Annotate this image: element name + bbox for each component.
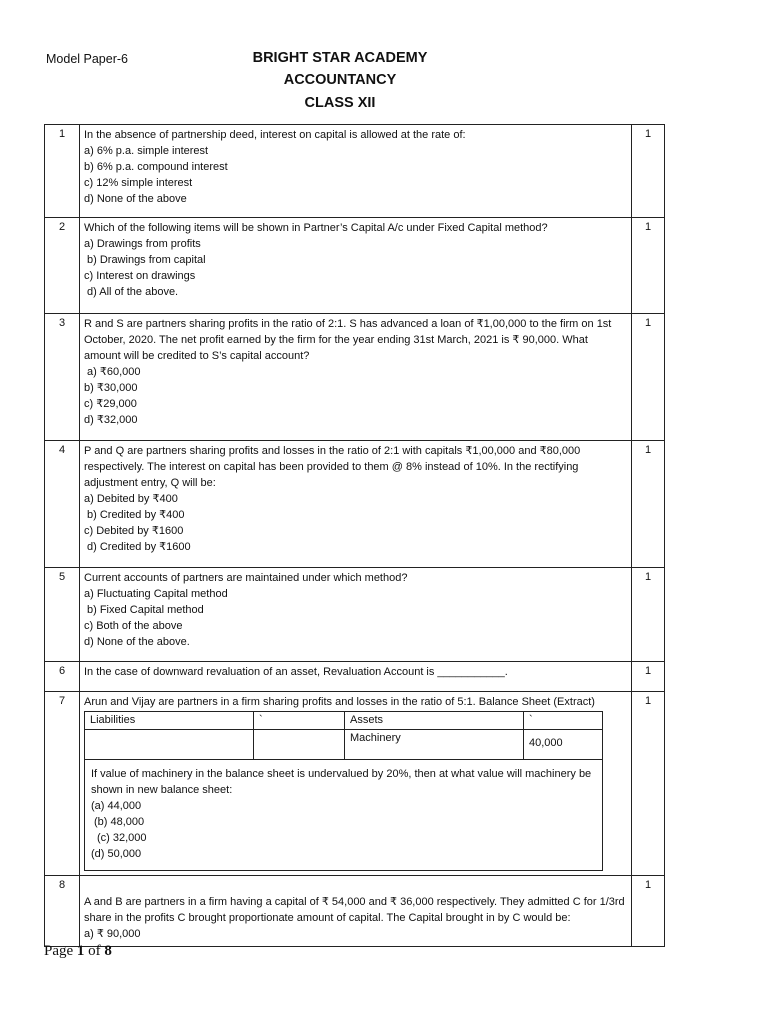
question-number: 1 xyxy=(45,125,80,218)
question-row xyxy=(45,125,665,218)
question-number: 8 xyxy=(45,876,80,947)
option: a) Fluctuating Capital method xyxy=(84,588,228,600)
question-number: 7 xyxy=(45,692,80,876)
sub-question-box xyxy=(84,760,603,871)
question-body xyxy=(80,441,632,568)
sub-question-text: If value of machinery in the balance sheet is undervalued by 20%, then at what value will machinery be shown in new balance sheet: xyxy=(91,768,592,796)
option: d) All of the above. xyxy=(87,286,179,298)
question-marks: 1 xyxy=(632,876,665,947)
option: a) Debited by ₹400 xyxy=(84,493,178,505)
bs-cell-amount xyxy=(254,730,345,760)
option: c) ₹29,000 xyxy=(84,398,137,410)
bs-cell-amount: 40,000 xyxy=(524,730,603,760)
question-row xyxy=(45,876,665,947)
question-text: In the absence of partnership deed, interest on capital is allowed at the rate of: xyxy=(84,129,466,141)
class-title: CLASS XII xyxy=(304,95,376,111)
question-body xyxy=(80,662,632,692)
option: d) Credited by ₹1600 xyxy=(87,541,191,553)
question-marks: 1 xyxy=(632,218,665,314)
question-row xyxy=(45,314,665,441)
option: d) None of the above xyxy=(84,193,187,205)
question-text: A and B are partners in a firm having a capital of ₹ 54,000 and ₹ 36,000 respectively. They admitted C for 1/3rd share in the profits C brought proportionate amount of capital. The Capital brought in by C would be: xyxy=(84,896,625,924)
option: a) ₹ 90,000 xyxy=(84,928,141,940)
page-footer xyxy=(44,943,112,960)
option: a) ₹60,000 xyxy=(87,366,141,378)
question-marks: 1 xyxy=(632,568,665,662)
question-text: R and S are partners sharing profits in the ratio of 2:1. S has advanced a loan of ₹1,00,000 to the firm on 1st October, 2020. The net profit earned by the firm for the year ending 31st March, 2021 is ₹ 90,000. What amount will be credited to S’s capital account? xyxy=(84,318,612,362)
option: d) None of the above. xyxy=(84,636,190,648)
of-word: of xyxy=(84,943,105,959)
question-row xyxy=(45,692,665,876)
question-marks: 1 xyxy=(632,125,665,218)
question-number: 5 xyxy=(45,568,80,662)
bs-header-liabilities: Liabilities xyxy=(85,712,254,730)
subject-title: ACCOUNTANCY xyxy=(283,72,397,88)
question-number: 3 xyxy=(45,314,80,441)
page-number: 1 xyxy=(76,943,85,959)
page-total: 8 xyxy=(104,943,112,959)
question-marks: 1 xyxy=(632,314,665,441)
question-text: Which of the following items will be shown in Partner’s Capital A/c under Fixed Capital method? xyxy=(84,222,548,234)
option: a) 6% p.a. simple interest xyxy=(84,145,209,157)
option: (c) 32,000 xyxy=(97,832,147,844)
question-body xyxy=(80,314,632,441)
option: c) 12% simple interest xyxy=(84,177,193,189)
option: c) Interest on drawings xyxy=(84,270,196,282)
question-text: Arun and Vijay are partners in a firm sharing profits and losses in the ratio of 5:1. Balance Sheet (Extract) xyxy=(84,696,595,708)
question-marks: 1 xyxy=(632,692,665,876)
question-text: Current accounts of partners are maintained under which method? xyxy=(84,572,408,584)
option: b) Fixed Capital method xyxy=(87,604,204,616)
bs-header-amount: ` xyxy=(254,712,345,730)
page-word: Page xyxy=(44,943,77,959)
option: b) Drawings from capital xyxy=(87,254,206,266)
option: (b) 48,000 xyxy=(94,816,145,828)
question-marks: 1 xyxy=(632,662,665,692)
question-row xyxy=(45,218,665,314)
questions-table xyxy=(44,124,665,947)
option: a) Drawings from profits xyxy=(84,238,201,250)
model-paper-label: Model Paper-6 xyxy=(46,52,128,66)
option: c) Debited by ₹1600 xyxy=(84,525,184,537)
question-number: 6 xyxy=(45,662,80,692)
question-text: In the case of downward revaluation of an asset, Revaluation Account is ___________. xyxy=(84,666,508,678)
question-row xyxy=(45,441,665,568)
option: (a) 44,000 xyxy=(91,800,142,812)
bs-header-assets: Assets xyxy=(345,712,524,730)
question-body xyxy=(80,568,632,662)
question-marks: 1 xyxy=(632,441,665,568)
question-body xyxy=(80,218,632,314)
bs-cell-liabilities xyxy=(85,730,254,760)
question-body xyxy=(80,125,632,218)
option: c) Both of the above xyxy=(84,620,183,632)
bs-header-amount: ` xyxy=(524,712,603,730)
question-body xyxy=(80,876,632,947)
question-body xyxy=(80,692,632,876)
school-title: BRIGHT STAR ACADEMY xyxy=(252,50,428,66)
question-row xyxy=(45,662,665,692)
option: b) 6% p.a. compound interest xyxy=(84,161,228,173)
option: (d) 50,000 xyxy=(91,848,142,860)
option: b) ₹30,000 xyxy=(84,382,138,394)
option: d) ₹32,000 xyxy=(84,414,138,426)
bs-cell-assets: Machinery xyxy=(345,730,524,760)
question-number: 2 xyxy=(45,218,80,314)
option: b) Credited by ₹400 xyxy=(87,509,185,521)
balance-sheet-table xyxy=(84,711,603,760)
question-text: P and Q are partners sharing profits and losses in the ratio of 2:1 with capitals ₹1,00,000 and ₹80,000 respectively. The interest on capital has been provided to them @ 8% instead of 10%. In the rectifying adjustment entry, Q will be: xyxy=(84,445,581,489)
question-row xyxy=(45,568,665,662)
question-number: 4 xyxy=(45,441,80,568)
